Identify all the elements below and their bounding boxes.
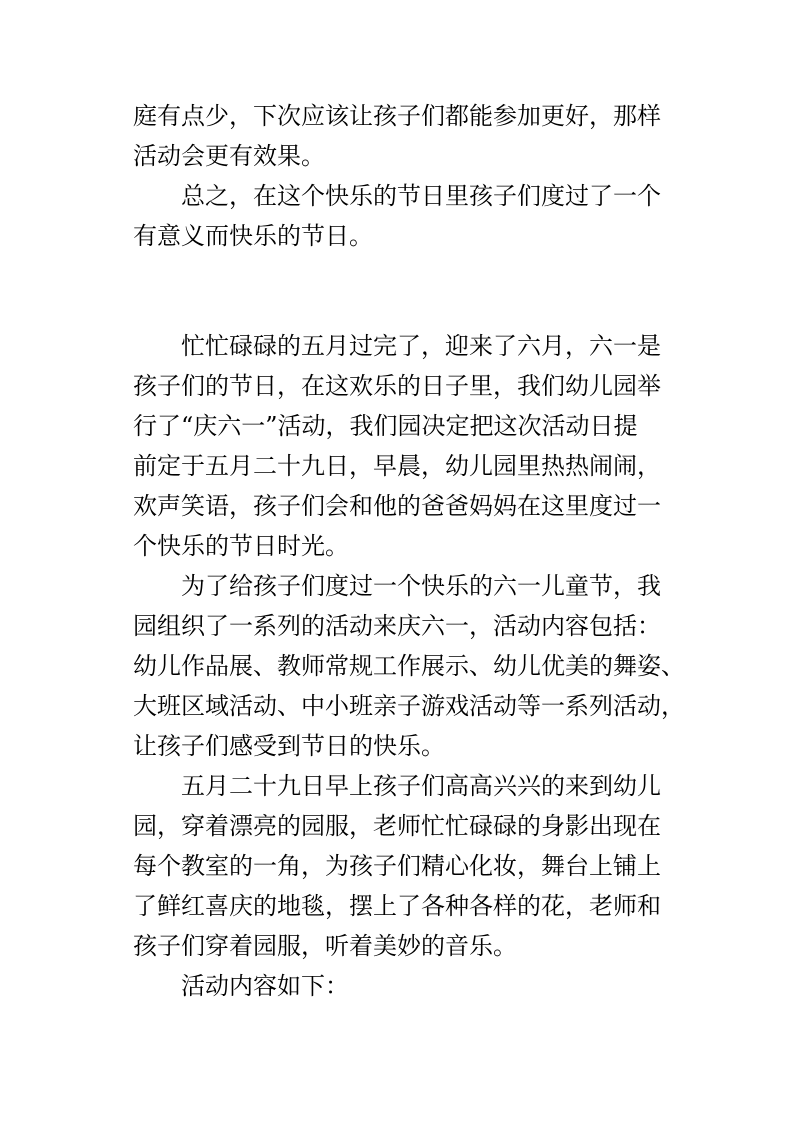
paragraph-line: 忙忙碌碌的五月过完了，迎来了六月，六一是: [181, 332, 661, 360]
paragraph-line: 让孩子们感受到节日的快乐。: [133, 732, 445, 760]
paragraph-line: 总之，在这个快乐的节日里孩子们度过了一个: [181, 182, 661, 210]
paragraph-line: 活动内容如下：: [181, 972, 349, 1000]
paragraph-line: 园，穿着漂亮的园服，老师忙忙碌碌的身影出现在: [133, 812, 661, 840]
paragraph-line: 五月二十九日早上孩子们高高兴兴的来到幼儿: [181, 772, 661, 800]
paragraph-line: 个快乐的节日时光。: [133, 532, 349, 560]
document-page: [133, 96, 685, 1006]
paragraph-line: 大班区域活动、中小班亲子游戏活动等一系列活动，: [133, 692, 685, 720]
paragraph-4: [133, 566, 685, 766]
paragraph-3: [133, 326, 673, 566]
paragraph-line: 庭有点少，下次应该让孩子们都能参加更好，那样: [133, 102, 661, 130]
section-gap: [133, 256, 673, 326]
paragraph-line: 了鲜红喜庆的地毯，摆上了各种各样的花，老师和: [133, 892, 661, 920]
paragraph-line: 每个教室的一角，为孩子们精心化妆，舞台上铺上: [133, 852, 661, 880]
paragraph-line: 幼儿作品展、教师常规工作展示、幼儿优美的舞姿、: [133, 652, 685, 680]
paragraph-line: 园组织了一系列的活动来庆六一，活动内容包括：: [133, 612, 661, 640]
paragraph-line: 为了给孩子们度过一个快乐的六一儿童节，我: [181, 572, 661, 600]
paragraph-5: [133, 766, 673, 966]
paragraph-line: 孩子们的节日，在这欢乐的日子里，我们幼儿园举: [133, 372, 661, 400]
paragraph-line: 前定于五月二十九日，早晨，幼儿园里热热闹闹，: [133, 452, 661, 480]
paragraph-6: [133, 966, 673, 1006]
paragraph-line: 孩子们穿着园服，听着美妙的音乐。: [133, 932, 517, 960]
paragraph-1: [133, 96, 673, 176]
paragraph-line: 行了“庆六一”活动，我们园决定把这次活动日提: [133, 412, 638, 440]
paragraph-line: 有意义而快乐的节日。: [133, 222, 373, 250]
paragraph-line: 活动会更有效果。: [133, 142, 325, 170]
paragraph-line: 欢声笑语，孩子们会和他的爸爸妈妈在这里度过一: [133, 492, 661, 520]
paragraph-2: [133, 176, 673, 256]
